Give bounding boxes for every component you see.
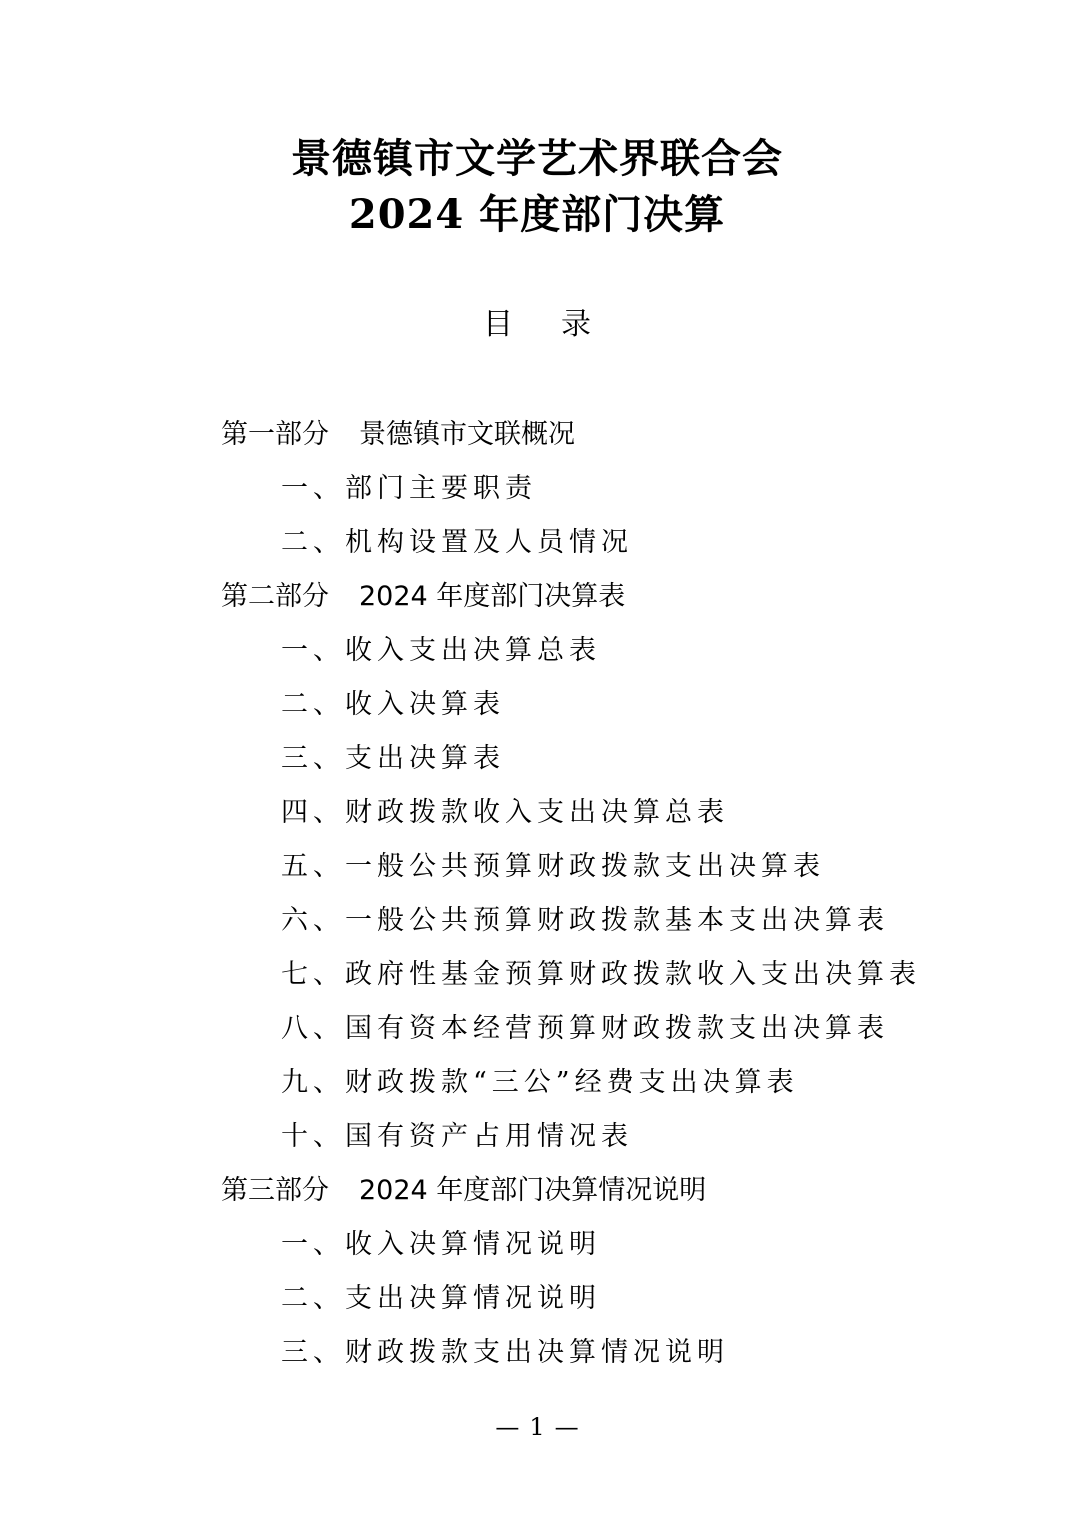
toc-item: 十、国有资产占用情况表 [281, 1121, 633, 1152]
toc-item: 一、部门主要职责 [281, 473, 537, 504]
toc-part-number: 第一部分 [221, 419, 329, 450]
toc-item: 二、收入决算表 [281, 689, 505, 720]
toc-item: 一、收入决算情况说明 [281, 1229, 601, 1260]
toc-item: 二、机构设置及人员情况 [281, 527, 633, 558]
toc-item: 九、财政拨款“三公”经费支出决算表 [281, 1067, 799, 1098]
page-number-footer [0, 1410, 1074, 1444]
toc-item: 三、财政拨款支出决算情况说明 [281, 1337, 729, 1368]
toc-part-title: 景德镇市文联概况 [359, 419, 575, 450]
toc-part-title: 2024 年度部门决算情况说明 [359, 1175, 707, 1206]
footer-dash-right: — [554, 1413, 579, 1441]
page-number: 1 [529, 1413, 545, 1441]
toc-item: 三、支出决算表 [281, 743, 505, 774]
toc-part-1 [221, 417, 575, 453]
toc-item: 四、财政拨款收入支出决算总表 [281, 797, 729, 828]
toc-item: 一、收入支出决算总表 [281, 635, 601, 666]
table-of-contents-heading: 目录 [483, 307, 639, 342]
toc-item: 五、一般公共预算财政拨款支出决算表 [281, 851, 825, 882]
toc-part-number: 第二部分 [221, 581, 329, 612]
document-title-line-1: 景德镇市文学艺术界联合会 [291, 135, 783, 182]
toc-item: 八、国有资本经营预算财政拨款支出决算表 [281, 1013, 889, 1044]
document-title-line-2: 2024 年度部门决算 [348, 191, 726, 238]
toc-item: 七、政府性基金预算财政拨款收入支出决算表 [281, 959, 921, 990]
toc-item: 二、支出决算情况说明 [281, 1283, 601, 1314]
toc-part-number: 第三部分 [221, 1175, 329, 1206]
toc-part-2 [221, 579, 625, 615]
footer-dash-left: — [495, 1413, 520, 1441]
toc-item: 六、一般公共预算财政拨款基本支出决算表 [281, 905, 889, 936]
toc-part-title: 2024 年度部门决算表 [359, 581, 626, 612]
toc-part-3 [221, 1173, 706, 1209]
